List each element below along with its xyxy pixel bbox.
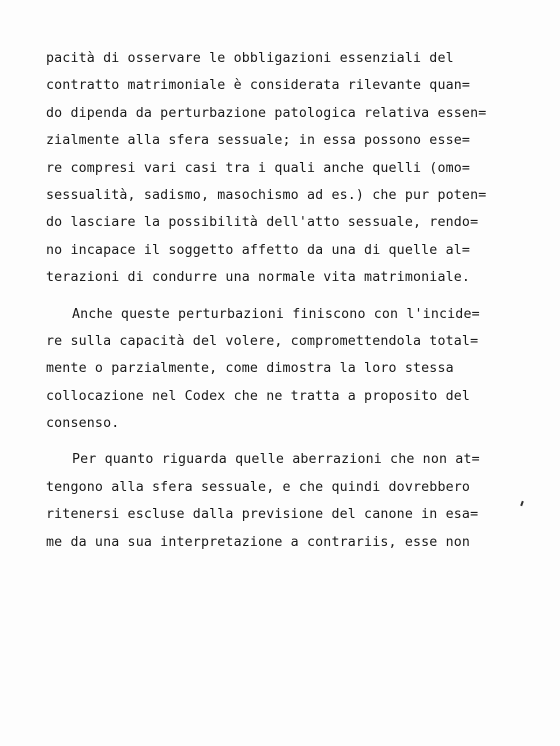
text-line: mente o parzialmente, come dimostra la loro stessa: [46, 361, 454, 377]
text-line: re compresi vari casi tra i quali anche quelli (omo=: [46, 160, 471, 176]
text-line: zialmente alla sfera sessuale; in essa possono esse=: [46, 133, 471, 149]
text-line: Anche queste perturbazioni finiscono con l'incide=: [72, 306, 480, 322]
text-line: ritenersi escluse dalla previsione del canone in esa=: [46, 507, 479, 523]
text-line: do lasciare la possibilità dell'atto sessuale, rendo=: [46, 215, 479, 231]
text-line: terazioni di condurre una normale vita matrimoniale.: [46, 270, 471, 286]
text-line: tengono alla sfera sessuale, e che quindi dovrebbero: [46, 479, 471, 495]
text-line: contratto matrimoniale è considerata rilevante quan=: [46, 78, 471, 94]
paragraph-2: [46, 301, 516, 438]
text-line: consenso.: [46, 416, 120, 432]
text-line: collocazione nel Codex che ne tratta a proposito del: [46, 388, 471, 404]
text-line: do dipenda da perturbazione patologica relativa essen=: [46, 105, 487, 121]
paragraph-1: [46, 45, 516, 292]
text-line: pacità di osservare le obbligazioni essenziali del: [46, 51, 454, 66]
text-line: sessualità, sadismo, masochismo ad es.) che pur poten=: [46, 187, 487, 203]
text-line: Per quanto riguarda quelle aberrazioni che non at=: [72, 452, 480, 468]
body-text: [46, 45, 516, 556]
paragraph-3: [46, 446, 516, 556]
text-line: no incapace il soggetto affetto da una di quelle al=: [46, 242, 471, 258]
text-line: me da una sua interpretazione a contrariis, esse non: [46, 534, 471, 550]
paragraph-gap: [46, 292, 516, 301]
text-line: re sulla capacità del volere, compromettendola total=: [46, 333, 479, 349]
ink-speck: [520, 501, 524, 506]
paragraph-gap: [46, 437, 516, 446]
